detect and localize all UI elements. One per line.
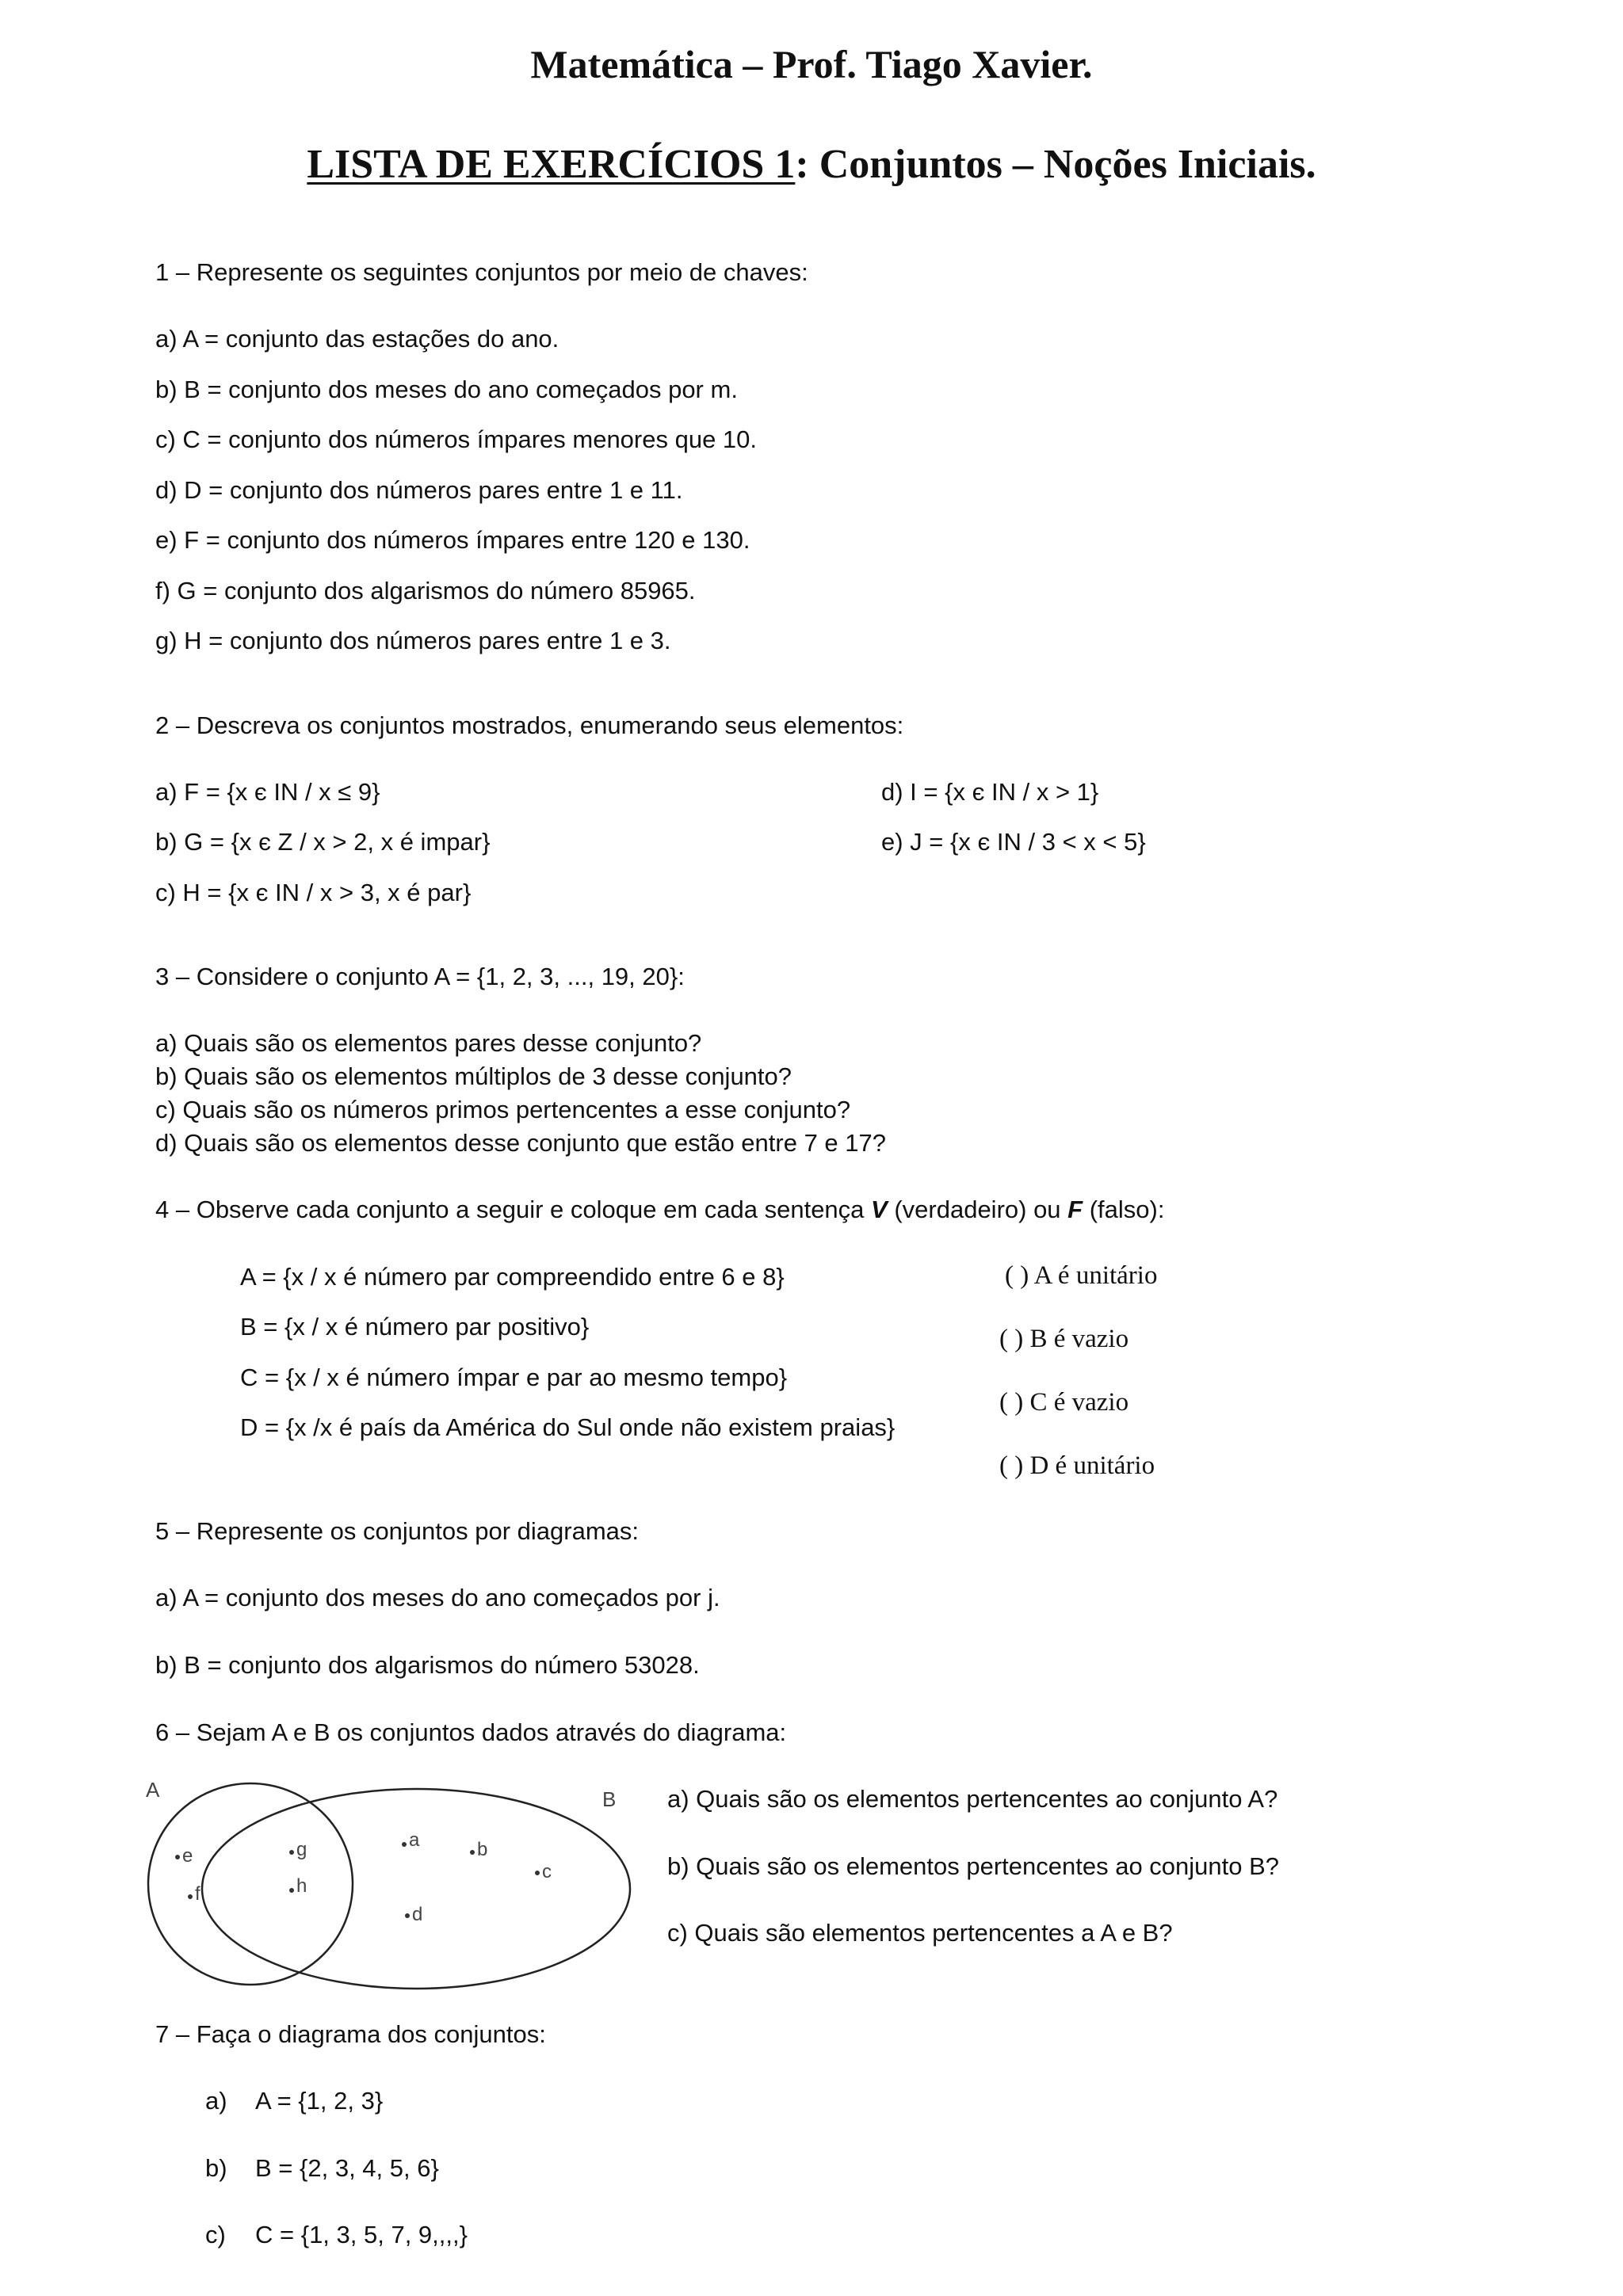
set-b-ellipse	[202, 1789, 630, 1989]
q4-heading-post: (falso):	[1083, 1196, 1165, 1223]
q5-heading: 5 – Represente os conjuntos por diagramas:	[155, 1517, 640, 1545]
q2-item-a: a) F = {x є IN / x ≤ 9}	[155, 778, 380, 806]
q2-item-e: e) J = {x є IN / 3 < x < 5}	[881, 828, 1146, 856]
q4-v: V	[871, 1196, 888, 1223]
element-b: b	[477, 1839, 488, 1860]
q4-set-d: D = {x /x é país da América do Sul onde não existem praias}	[240, 1413, 896, 1441]
element-h: h	[296, 1875, 307, 1897]
q7-letter-c: c)	[205, 2221, 226, 2248]
set-a-label: A	[146, 1778, 160, 1802]
q4-set-c: C = {x / x é número ímpar e par ao mesmo tempo}	[240, 1363, 788, 1391]
q7-set-c: C = {1, 3, 5, 7, 9,,,,}	[255, 2221, 468, 2248]
q4-heading-pre: 4 – Observe cada conjunto a seguir e coloque em cada sentença	[155, 1196, 872, 1223]
set-b-label: B	[602, 1787, 617, 1811]
q6-heading: 6 – Sejam A e B os conjuntos dados através do diagrama:	[155, 1718, 787, 1746]
q2-item-c: c) H = {x є IN / x > 3, x é par}	[155, 879, 472, 906]
q6-question-b: b) Quais são os elementos pertencentes ao conjunto B?	[667, 1852, 1280, 1880]
venn-diagram	[141, 1773, 648, 1995]
q1-item-c: c) C = conjunto dos números ímpares menores que 10.	[155, 425, 758, 453]
q1-item-f: f) G = conjunto dos algarismos do número 85965.	[155, 577, 696, 605]
q1-item-g: g) H = conjunto dos números pares entre 1 e 3.	[155, 627, 671, 654]
q4-f: F	[1067, 1196, 1083, 1223]
element-d: d	[412, 1904, 423, 1925]
element-g: g	[296, 1839, 307, 1860]
q4-statement-a: ( ) A é unitário	[1005, 1261, 1158, 1290]
element-f: f	[195, 1883, 200, 1905]
q5-item-a: a) A = conjunto dos meses do ano começados por j.	[155, 1584, 720, 1611]
q1-heading: 1 – Represente os seguintes conjuntos por meio de chaves:	[155, 258, 808, 286]
q2-item-d: d) I = {x є IN / x > 1}	[881, 778, 1099, 806]
q7-set-a: A = {1, 2, 3}	[255, 2087, 384, 2115]
q3-item-d: d) Quais são os elementos desse conjunto que estão entre 7 e 17?	[155, 1129, 886, 1157]
q1-item-b: b) B = conjunto dos meses do ano começados por m.	[155, 376, 738, 403]
q1-item-e: e) F = conjunto dos números ímpares entre 120 e 130.	[155, 526, 750, 554]
q3-item-c: c) Quais são os números primos pertencentes a esse conjunto?	[155, 1096, 851, 1123]
list-label: LISTA DE EXERCÍCIOS 1	[307, 142, 796, 187]
element-a: a	[409, 1829, 420, 1851]
list-topic: Conjuntos – Noções Iniciais.	[808, 142, 1316, 187]
q7-letter-b: b)	[205, 2154, 227, 2182]
q4-set-a: A = {x / x é número par compreendido entre 6 e 8}	[240, 1263, 785, 1291]
q4-statement-d: ( ) D é unitário	[999, 1451, 1155, 1480]
q4-statement-c: ( ) C é vazio	[999, 1388, 1129, 1417]
set-a-circle	[148, 1783, 353, 1985]
list-colon: :	[795, 142, 809, 187]
list-title	[0, 141, 1623, 188]
q4-heading	[155, 1196, 1164, 1224]
q2-item-b: b) G = {x є Z / x > 2, x é impar}	[155, 828, 491, 856]
q3-item-a: a) Quais são os elementos pares desse conjunto?	[155, 1029, 702, 1057]
q6-question-a: a) Quais são os elementos pertencentes ao conjunto A?	[667, 1785, 1278, 1813]
q4-set-b: B = {x / x é número par positivo}	[240, 1313, 590, 1341]
element-c: c	[542, 1861, 552, 1882]
q7-heading: 7 – Faça o diagrama dos conjuntos:	[155, 2020, 546, 2048]
q7-letter-a: a)	[205, 2087, 227, 2115]
q6-question-c: c) Quais são elementos pertencentes a A e B?	[667, 1919, 1173, 1947]
q1-item-a: a) A = conjunto das estações do ano.	[155, 325, 559, 353]
q1-item-d: d) D = conjunto dos números pares entre 1 e 11.	[155, 476, 683, 504]
q3-heading: 3 – Considere o conjunto A = {1, 2, 3, ..., 19, 20}:	[155, 963, 685, 990]
q3-item-b: b) Quais são os elementos múltiplos de 3 desse conjunto?	[155, 1062, 792, 1090]
element-e: e	[182, 1845, 193, 1867]
q4-heading-mid: (verdadeiro) ou	[887, 1196, 1068, 1223]
page-title: Matemática – Prof. Tiago Xavier.	[530, 42, 1093, 86]
q5-item-b: b) B = conjunto dos algarismos do número 53028.	[155, 1651, 700, 1679]
q2-heading: 2 – Descreva os conjuntos mostrados, enumerando seus elementos:	[155, 711, 904, 739]
q4-statement-b: ( ) B é vazio	[999, 1325, 1129, 1353]
q7-set-b: B = {2, 3, 4, 5, 6}	[255, 2154, 439, 2182]
